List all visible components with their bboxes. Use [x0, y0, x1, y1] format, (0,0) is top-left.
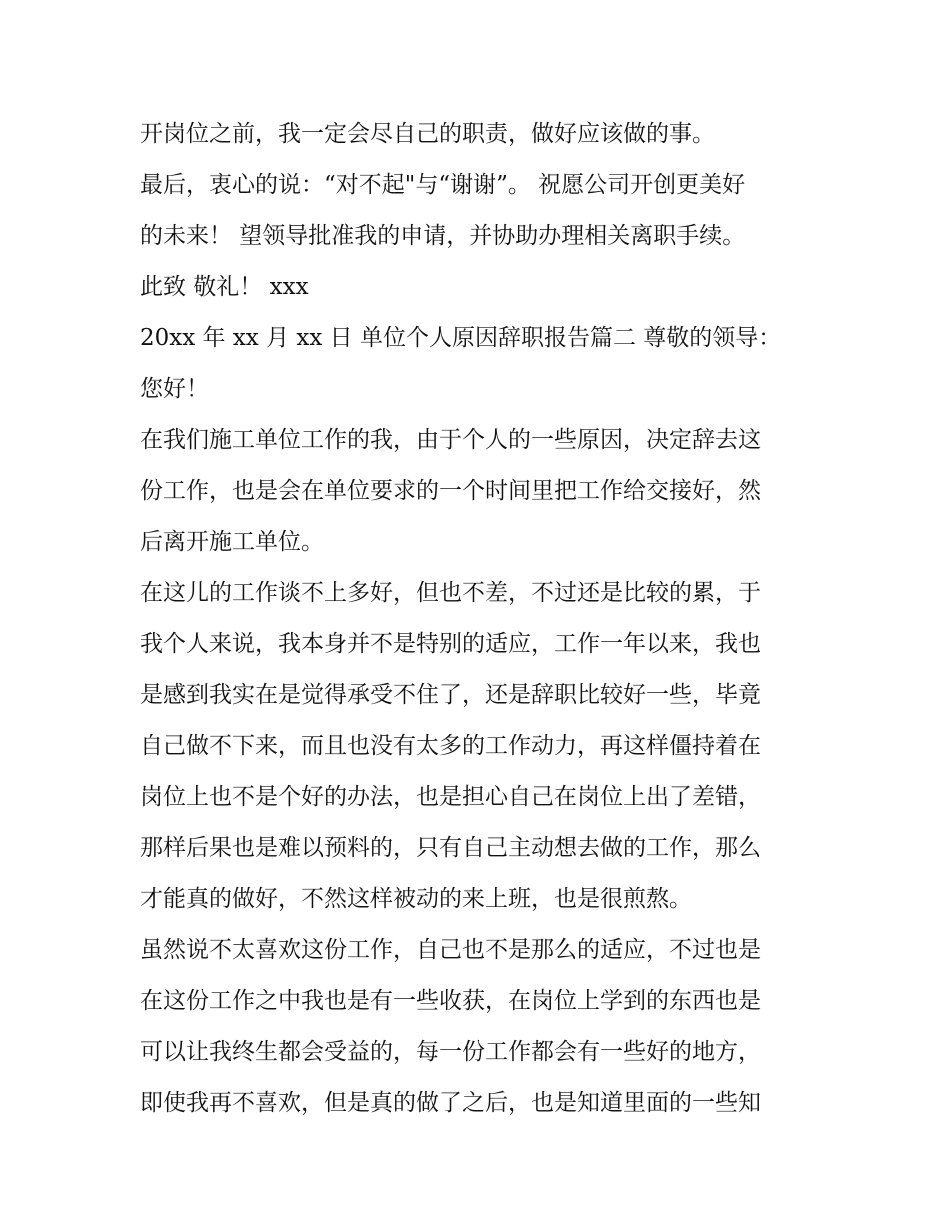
text-line: 开岗位之前，我一定会尽自己的职责，做好应该做的事。: [140, 121, 715, 147]
text-line: 才能真的做好，不然这样被动的来上班，也是很煎熬。: [140, 886, 692, 912]
text-line: 岗位上也不是个好的办法，也是担心自己在岗位上出了差错，: [140, 784, 761, 810]
text-line: 那样后果也是难以预料的，只有自己主动想去做的工作，那么: [140, 835, 761, 861]
text-line: 最后，衷心的说：“对不起"与“谢谢”。 祝愿公司开创更美好: [140, 172, 746, 198]
text-line: 的未来！ 望领导批准我的申请，并协助办理相关离职手续。: [140, 223, 746, 249]
text-line: 在我们施工单位工作的我，由于个人的一些原因，决定辞去这: [140, 427, 761, 453]
text-line: 即使我再不喜欢，但是真的做了之后，也是知道里面的一些知: [140, 1090, 761, 1116]
resignation-letter-text: [140, 109, 820, 1129]
text-line: 我个人来说，我本身并不是特别的适应，工作一年以来，我也: [140, 631, 761, 657]
text-line: 可以让我终生都会受益的，每一份工作都会有一些好的地方，: [140, 1039, 761, 1065]
text-line: 在这儿的工作谈不上多好，但也不差，不过还是比较的累，于: [140, 580, 761, 606]
text-line: 在这份工作之中我也是有一些收获，在岗位上学到的东西也是: [140, 988, 761, 1014]
date-and-heading-line: 20xx 年 xx 月 xx 日 单位个人原因辞职报告篇二 尊敬的领导：: [140, 325, 782, 351]
closing-line: 此致 敬礼！ xxx: [140, 274, 309, 300]
text-line: 份工作，也是会在单位要求的一个时间里把工作给交接好，然: [140, 478, 761, 504]
text-line: 是感到我实在是觉得承受不住了，还是辞职比较好一些，毕竟: [140, 682, 761, 708]
text-line: 自己做不下来，而且也没有太多的工作动力，再这样僵持着在: [140, 733, 761, 759]
text-line: 虽然说不太喜欢这份工作，自己也不是那么的适应，不过也是: [140, 937, 761, 963]
greeting-line: 您好！: [140, 376, 209, 402]
text-line: 后离开施工单位。: [140, 529, 324, 555]
